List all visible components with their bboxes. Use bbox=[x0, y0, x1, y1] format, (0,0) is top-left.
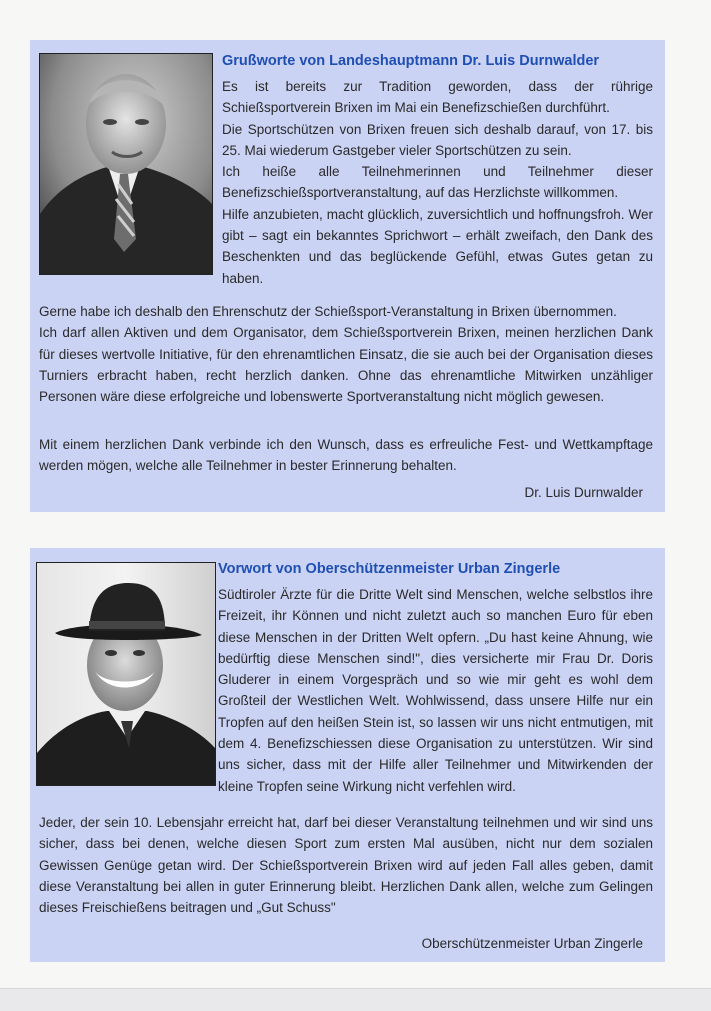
paragraph: Gerne habe ich deshalb den Ehrenschutz der Schießsport-Veranstaltung in Brixen übernommen. bbox=[39, 304, 617, 319]
foreword-panel-zingerle bbox=[30, 548, 665, 962]
signature: Oberschützenmeister Urban Zingerle bbox=[421, 936, 643, 951]
paragraph: Jeder, der sein 10. Lebensjahr erreicht hat, darf bei dieser Veranstaltung teilnehmen und wir sind uns sicher, dass bei denen, welche diesen Sport zum ersten Mal ausüben, nicht nur dem sozialen Gewissen Genüge getan wird. Der Schießsportverein Brixen wird auf jeden Fall alles geben, damit diese Veranstaltung bei allen in guter Erinnerung bleibt. Herzlichen Dank allen, welche zum Gelingen dieses Freischießens beitragen und „Gut Schuss" bbox=[39, 815, 653, 916]
paragraph: Südtiroler Ärzte für die Dritte Welt sind Menschen, welche selbstlos ihre Freizeit, ihr Können und nicht zuletzt auch so manchen Euro für eben diese Menschen in der Dritten Welt opfern. „Du hast keine Ahnung, wie bedürftig diese Menschen sind!", dies versicherte mir Frau Dr. Doris Gluderer in einem Vorgespräch und so wie mir geht es wohl dem Großteil der Westlichen Welt. Wohlwissend, dass unsere Hilfe nur ein Tropfen auf den heißen Stein ist, so lassen wir uns nicht entmutigen, mit dem 4. Benefizschiessen diese Organisation zu unterstützen. Wir sind uns sicher, dass mit der Hilfe aller Teilnehmer und Mitwirkenden der kleine Tropfen seine Wirkung nicht verfehlen wird. bbox=[218, 587, 653, 794]
portrait-durnwalder-image bbox=[40, 54, 212, 274]
portrait-photo-zingerle bbox=[36, 562, 216, 786]
paragraph: Die Sportschützen von Brixen freuen sich deshalb darauf, von 17. bis 25. Mai wiederum Gastgeber vieler Sportschützen zu sein. bbox=[222, 121, 653, 158]
greeting-panel-durnwalder bbox=[30, 40, 665, 512]
paragraph: Ich darf allen Aktiven und dem Organisator, dem Schießsportverein Brixen, meinen herzlichen Dank für dieses wertvolle Initiative, für den ehrenamtlichen Einsatz, die sie auch bei der Organisation dieses Turniers erbracht haben, recht herzlich danken. Ohne das ehrenamtliche Mitwirken unzähliger Personen wäre diese erfolgreiche und lobenswerte Sportveranstaltung nicht möglich gewesen. bbox=[39, 325, 653, 405]
page-bottom-edge bbox=[0, 988, 711, 1011]
paragraph: Hilfe anzubieten, macht glücklich, zuversichtlich und hoffnungsfroh. Wer gibt – sagt ein bekanntes Sprichwort – erhält zweifach, den Dank des Beschenkten und das beglückende Gefühl, etwas Gutes getan zu haben. bbox=[222, 206, 653, 286]
portrait-photo-durnwalder bbox=[39, 53, 213, 275]
closing-text bbox=[39, 434, 653, 477]
section-heading: Vorwort von Oberschützenmeister Urban Zingerle bbox=[218, 561, 561, 577]
section-heading: Grußworte von Landeshauptmann Dr. Luis Durnwalder bbox=[222, 53, 600, 69]
portrait-zingerle-image bbox=[37, 563, 215, 785]
intro-column bbox=[218, 558, 653, 797]
body-text bbox=[39, 812, 653, 918]
signature: Dr. Luis Durnwalder bbox=[524, 485, 643, 500]
paragraph: Es ist bereits zur Tradition geworden, dass der rührige Schießsportverein Brixen im Mai ein Benefizschießen durchführt. bbox=[222, 79, 653, 116]
intro-column bbox=[222, 50, 653, 289]
paragraph: Mit einem herzlichen Dank verbinde ich den Wunsch, dass es erfreuliche Fest- und Wettkampftage werden mögen, welche alle Teilnehmer in bester Erinnerung behalten. bbox=[39, 437, 653, 474]
paragraph: Ich heiße alle Teilnehmerinnen und Teilnehmer dieser Benefizschießsportveranstaltung, auf das Herzlichste willkommen. bbox=[222, 164, 653, 201]
body-text bbox=[39, 301, 653, 407]
